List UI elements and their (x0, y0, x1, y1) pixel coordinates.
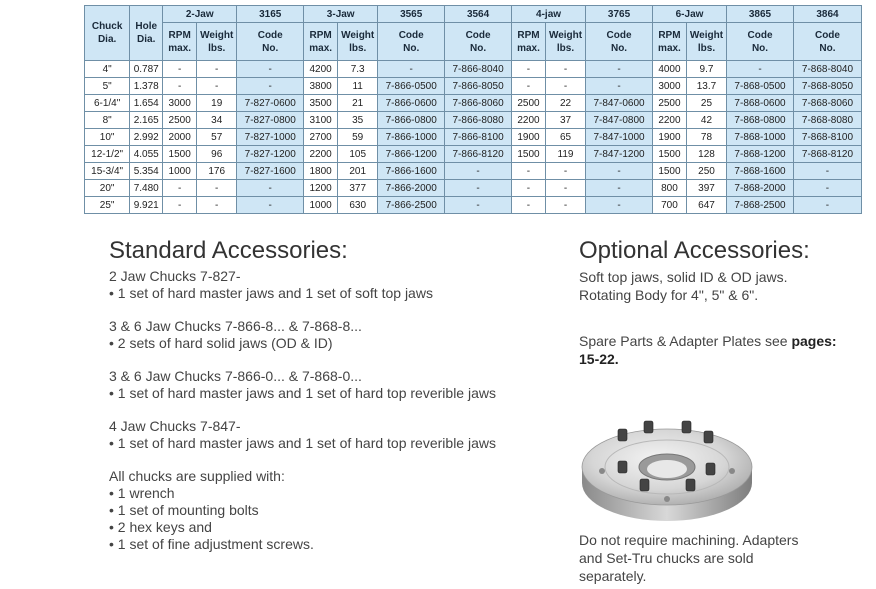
table-cell: 7-847-0600 (586, 95, 653, 112)
table-cell: 78 (686, 129, 726, 146)
table-cell: 34 (197, 112, 237, 129)
chuck-spec-table (84, 5, 862, 214)
table-row (85, 78, 862, 95)
optional-line-jaws: Soft top jaws, solid ID & OD jaws. (579, 269, 788, 285)
table-cell: 37 (545, 112, 585, 129)
table-cell: 13.7 (686, 78, 726, 95)
table-cell: 7-827-0800 (237, 112, 304, 129)
table-cell: 9.7 (686, 61, 726, 78)
table-cell: - (197, 61, 237, 78)
table-cell: 7-866-8080 (445, 112, 512, 129)
table-cell: - (512, 78, 546, 95)
table-cell: 7.3 (338, 61, 378, 78)
subheader-weight: Weight lbs. (338, 23, 378, 61)
header-3565: 3565 (378, 6, 445, 23)
table-cell: 7-866-1200 (378, 146, 445, 163)
table-row (85, 146, 862, 163)
table-cell: - (545, 180, 585, 197)
table-cell: 2500 (512, 95, 546, 112)
table-cell: 7-847-1000 (586, 129, 653, 146)
subheader-rpm: RPM max. (163, 23, 197, 61)
table-cell: 9.921 (130, 197, 163, 214)
subheader-code: Code No. (793, 23, 861, 61)
table-cell: 22 (545, 95, 585, 112)
accessory-heading: 4 Jaw Chucks 7-847- (109, 418, 241, 434)
header-3-jaw: 3-Jaw (304, 6, 378, 23)
table-cell: 7-868-1000 (727, 129, 794, 146)
header-3564: 3564 (445, 6, 512, 23)
header-3865: 3865 (727, 6, 794, 23)
table-cell: 19 (197, 95, 237, 112)
table-cell: - (512, 163, 546, 180)
subheader-code: Code No. (586, 23, 653, 61)
table-cell: - (445, 180, 512, 197)
table-cell: - (445, 197, 512, 214)
table-cell: 4200 (304, 61, 338, 78)
table-cell: 3500 (304, 95, 338, 112)
table-cell: 25 (686, 95, 726, 112)
table-cell: - (545, 163, 585, 180)
table-cell: - (445, 163, 512, 180)
table-cell: - (586, 61, 653, 78)
header-chuck-dia: Chuck Dia. (85, 6, 130, 61)
table-cell: 7-866-1000 (378, 129, 445, 146)
table-cell: - (586, 78, 653, 95)
table-cell: 2000 (163, 129, 197, 146)
table-row (85, 61, 862, 78)
table-cell: 397 (686, 180, 726, 197)
table-cell: 57 (197, 129, 237, 146)
subheader-code: Code No. (237, 23, 304, 61)
table-cell: 7-868-0600 (727, 95, 794, 112)
table-cell: 1500 (163, 146, 197, 163)
header-6-jaw: 6-Jaw (652, 6, 726, 23)
table-row (85, 112, 862, 129)
table-cell: 5.354 (130, 163, 163, 180)
table-cell: 1000 (163, 163, 197, 180)
accessory-heading: 2 Jaw Chucks 7-827- (109, 268, 241, 284)
subheader-weight: Weight lbs. (686, 23, 726, 61)
subheader-rpm: RPM max. (652, 23, 686, 61)
table-cell: 96 (197, 146, 237, 163)
pages-range: 15-22. (579, 351, 619, 367)
table-cell: 15-3/4" (85, 163, 130, 180)
subheader-weight: Weight lbs. (545, 23, 585, 61)
table-cell: 3800 (304, 78, 338, 95)
table-cell: - (793, 180, 861, 197)
optional-accessories (579, 236, 869, 368)
table-cell: - (237, 61, 304, 78)
table-cell: 7-868-1200 (727, 146, 794, 163)
table-cell: 20" (85, 180, 130, 197)
accessory-block (109, 418, 559, 452)
standard-accessories-title: Standard Accessories: (109, 237, 348, 264)
accessory-block (109, 268, 559, 302)
table-cell: 250 (686, 163, 726, 180)
table-cell: 7-866-8050 (445, 78, 512, 95)
table-cell: - (197, 180, 237, 197)
table-cell: 7-866-0600 (378, 95, 445, 112)
accessory-block (109, 368, 559, 402)
table-cell: - (163, 197, 197, 214)
table-cell: - (197, 78, 237, 95)
table-cell: 2200 (304, 146, 338, 163)
table-cell: 42 (686, 112, 726, 129)
accessory-item: • 1 wrench (109, 485, 175, 501)
table-cell: 8" (85, 112, 130, 129)
subheader-code: Code No. (378, 23, 445, 61)
table-cell: 4000 (652, 61, 686, 78)
table-cell: 7.480 (130, 180, 163, 197)
table-cell: 1900 (512, 129, 546, 146)
table-cell: 2200 (652, 112, 686, 129)
table-cell: 25" (85, 197, 130, 214)
accessory-item: • 1 set of hard master jaws and 1 set of hard top reverible jaws (109, 435, 496, 451)
table-cell: 647 (686, 197, 726, 214)
table-cell: 2.165 (130, 112, 163, 129)
optional-accessories-title: Optional Accessories: (579, 237, 810, 264)
header-3765: 3765 (586, 6, 653, 23)
accessory-item: • 1 set of mounting bolts (109, 502, 259, 518)
table-cell: 7-866-2000 (378, 180, 445, 197)
table-row (85, 180, 862, 197)
accessory-item: • 1 set of hard master jaws and 1 set of hard top reverible jaws (109, 385, 496, 401)
table-cell: - (727, 61, 794, 78)
adapter-note: Do not require machining. Adapters and Set-Tru chucks are sold separately. (579, 532, 799, 584)
table-cell: - (512, 180, 546, 197)
header-3165: 3165 (237, 6, 304, 23)
table-cell: 176 (197, 163, 237, 180)
table-cell: - (237, 197, 304, 214)
table-cell: - (586, 163, 653, 180)
subheader-rpm: RPM max. (304, 23, 338, 61)
accessory-heading: All chucks are supplied with: (109, 468, 285, 484)
table-cell: 7-866-2500 (378, 197, 445, 214)
table-cell: 7-827-1200 (237, 146, 304, 163)
table-cell: 1500 (512, 146, 546, 163)
table-cell: 1.378 (130, 78, 163, 95)
table-cell: 5" (85, 78, 130, 95)
subheader-code: Code No. (445, 23, 512, 61)
table-cell: 7-866-0500 (378, 78, 445, 95)
header-hole-dia: Hole Dia. (130, 6, 163, 61)
table-cell: 3100 (304, 112, 338, 129)
table-cell: 1500 (652, 163, 686, 180)
optional-line-rotating: Rotating Body for 4", 5" & 6". (579, 287, 759, 303)
header-4-jaw: 4-jaw (512, 6, 586, 23)
table-cell: 7-866-8040 (445, 61, 512, 78)
table-cell: 105 (338, 146, 378, 163)
table-cell: 119 (545, 146, 585, 163)
table-cell: - (586, 197, 653, 214)
table-row (85, 95, 862, 112)
accessory-heading: 3 & 6 Jaw Chucks 7-866-8... & 7-868-8... (109, 318, 362, 334)
header-3864: 3864 (793, 6, 861, 23)
table-cell: 1.654 (130, 95, 163, 112)
table-cell: 377 (338, 180, 378, 197)
table-cell: - (512, 197, 546, 214)
table-cell: - (793, 163, 861, 180)
table-cell: 7-866-8060 (445, 95, 512, 112)
table-cell: 7-868-0500 (727, 78, 794, 95)
accessory-block (109, 318, 559, 352)
accessory-item: • 2 hex keys and (109, 519, 212, 535)
accessory-heading: 3 & 6 Jaw Chucks 7-866-0... & 7-868-0... (109, 368, 362, 384)
table-cell: 7-847-0800 (586, 112, 653, 129)
table-cell: 0.787 (130, 61, 163, 78)
table-cell: - (197, 197, 237, 214)
table-cell: 7-868-2500 (727, 197, 794, 214)
table-cell: 7-866-0800 (378, 112, 445, 129)
table-cell: 7-868-0800 (727, 112, 794, 129)
table-cell: 7-868-2000 (727, 180, 794, 197)
table-cell: 11 (338, 78, 378, 95)
table-cell: - (163, 78, 197, 95)
table-cell: - (163, 61, 197, 78)
table-cell: - (512, 61, 546, 78)
accessory-item: • 2 sets of hard solid jaws (OD & ID) (109, 335, 333, 351)
table-cell: 4" (85, 61, 130, 78)
pages-label: pages: (791, 333, 837, 349)
table-cell: 630 (338, 197, 378, 214)
table-cell: 7-868-8050 (793, 78, 861, 95)
table-cell: - (793, 197, 861, 214)
table-cell: 3000 (163, 95, 197, 112)
table-cell: 7-868-8100 (793, 129, 861, 146)
table-cell: 7-868-1600 (727, 163, 794, 180)
subheader-code: Code No. (727, 23, 794, 61)
header-2-jaw: 2-Jaw (163, 6, 237, 23)
table-cell: 7-866-8120 (445, 146, 512, 163)
table-cell: 1000 (304, 197, 338, 214)
table-cell: - (163, 180, 197, 197)
table-cell: 6-1/4" (85, 95, 130, 112)
table-cell: 128 (686, 146, 726, 163)
table-cell: 800 (652, 180, 686, 197)
table-cell: 7-868-8080 (793, 112, 861, 129)
table-cell: 7-827-1600 (237, 163, 304, 180)
table-cell: 700 (652, 197, 686, 214)
table-cell: 2500 (163, 112, 197, 129)
table-cell: 65 (545, 129, 585, 146)
table-cell: 7-847-1200 (586, 146, 653, 163)
table-cell: 4.055 (130, 146, 163, 163)
subheader-weight: Weight lbs. (197, 23, 237, 61)
table-cell: 7-866-1600 (378, 163, 445, 180)
table-cell: 1200 (304, 180, 338, 197)
table-cell: 1800 (304, 163, 338, 180)
table-cell: - (586, 180, 653, 197)
table-cell: 59 (338, 129, 378, 146)
table-cell: 1500 (652, 146, 686, 163)
table-cell: - (545, 61, 585, 78)
table-cell: - (237, 78, 304, 95)
table-cell: 7-868-8120 (793, 146, 861, 163)
table-cell: 21 (338, 95, 378, 112)
table-row (85, 197, 862, 214)
table-cell: 201 (338, 163, 378, 180)
table-row (85, 163, 862, 180)
table-cell: 2500 (652, 95, 686, 112)
accessory-block (109, 468, 559, 553)
table-cell: - (545, 197, 585, 214)
accessory-item: • 1 set of hard master jaws and 1 set of soft top jaws (109, 285, 433, 301)
table-cell: - (237, 180, 304, 197)
table-cell: 10" (85, 129, 130, 146)
table-cell: - (545, 78, 585, 95)
table-cell: 7-868-8040 (793, 61, 861, 78)
table-cell: 7-827-1000 (237, 129, 304, 146)
table-cell: 35 (338, 112, 378, 129)
table-cell: 2200 (512, 112, 546, 129)
table-row (85, 129, 862, 146)
table-cell: 2700 (304, 129, 338, 146)
table-cell: 3000 (652, 78, 686, 95)
table-cell: 7-827-0600 (237, 95, 304, 112)
spare-parts-note: Spare Parts & Adapter Plates see pages: 15-22. (579, 333, 837, 367)
standard-accessories (109, 236, 559, 569)
table-cell: 7-868-8060 (793, 95, 861, 112)
subheader-rpm: RPM max. (512, 23, 546, 61)
adapter-plate-image (578, 415, 756, 525)
table-cell: 1900 (652, 129, 686, 146)
table-cell: 12-1/2" (85, 146, 130, 163)
table-cell: 2.992 (130, 129, 163, 146)
accessory-item: • 1 set of fine adjustment screws. (109, 536, 314, 552)
table-cell: - (378, 61, 445, 78)
table-cell: 7-866-8100 (445, 129, 512, 146)
